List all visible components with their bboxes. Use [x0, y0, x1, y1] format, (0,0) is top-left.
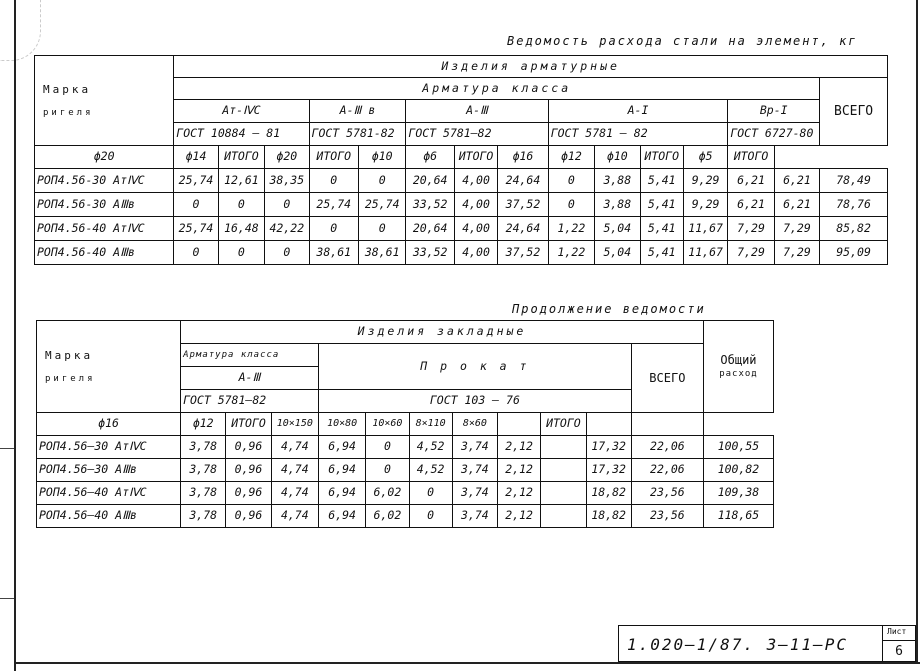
table-row [37, 505, 774, 528]
value-cell: 6,94 [318, 505, 365, 528]
gost-header: ГОСТ 6727-80 [728, 123, 820, 146]
t2-total-header: ВСЕГО [631, 344, 703, 413]
table-row [37, 482, 774, 505]
value-cell: 0 [358, 169, 405, 193]
value-cell: 4,52 [409, 459, 452, 482]
mark-cell: РОП4.56–40 АтⅣC [37, 482, 181, 505]
mark-header: Марка ригеля [37, 321, 181, 413]
value-cell [541, 505, 586, 528]
column-header: ϕ10 [358, 146, 405, 169]
value-cell: 16,48 [218, 217, 264, 241]
table-row [37, 459, 774, 482]
t2-prokat-header: П р о к а т [318, 344, 631, 390]
value-cell: 0,96 [226, 482, 271, 505]
value-cell: 85,82 [820, 217, 888, 241]
column-header: ИТОГО [309, 146, 358, 169]
steel-table-embedded [36, 320, 774, 528]
value-cell: 4,74 [271, 482, 318, 505]
column-header: ϕ5 [683, 146, 727, 169]
mark-cell: РОП4.56–40 АⅢв [37, 505, 181, 528]
value-cell [541, 436, 586, 459]
value-cell: 95,09 [820, 241, 888, 265]
column-header: 10×80 [318, 413, 365, 436]
t2-armatura-header: Арматура класса [181, 344, 319, 367]
value-cell: 0 [548, 193, 594, 217]
column-header [498, 413, 541, 436]
value-cell: 38,35 [265, 169, 309, 193]
value-cell: 37,52 [498, 241, 548, 265]
value-cell: 78,49 [820, 169, 888, 193]
value-cell: 11,67 [683, 241, 727, 265]
value-cell: 0,96 [226, 436, 271, 459]
t2-general-header: Общий расход [703, 321, 773, 413]
gost-header: ГОСТ 5781–82 [406, 123, 548, 146]
value-cell: 33,52 [406, 193, 454, 217]
column-header: ИТОГО [541, 413, 586, 436]
value-cell: 1,22 [548, 241, 594, 265]
column-header: ИТОГО [640, 146, 683, 169]
column-header: ИТОГО [218, 146, 264, 169]
t2-gost-p: ГОСТ 103 – 76 [318, 390, 631, 413]
t1-group-header: Изделия арматурные [174, 56, 888, 78]
value-cell: 3,88 [595, 169, 640, 193]
value-cell: 0,96 [226, 505, 271, 528]
value-cell: 18,82 [586, 482, 631, 505]
value-cell: 3,78 [181, 459, 226, 482]
value-cell: 4,74 [271, 436, 318, 459]
value-cell: 7,29 [774, 241, 819, 265]
mark-cell: РОП4.56-30 АⅢв [35, 193, 174, 217]
value-cell: 6,94 [318, 482, 365, 505]
table-row [35, 241, 888, 265]
value-cell: 20,64 [406, 217, 454, 241]
column-header: ϕ12 [548, 146, 594, 169]
value-cell: 4,74 [271, 505, 318, 528]
value-cell: 38,61 [309, 241, 358, 265]
value-cell: 5,41 [640, 193, 683, 217]
class-header: А-Ⅲ [406, 100, 548, 123]
value-cell: 33,52 [406, 241, 454, 265]
blank-cell [586, 413, 631, 436]
class-header: А-Ⅲ в [309, 100, 406, 123]
value-cell: 4,00 [454, 193, 497, 217]
value-cell: 0 [409, 505, 452, 528]
value-cell: 0 [548, 169, 594, 193]
gost-header: ГОСТ 10884 – 81 [174, 123, 309, 146]
value-cell: 9,29 [683, 193, 727, 217]
value-cell: 100,55 [703, 436, 773, 459]
value-cell: 25,74 [358, 193, 405, 217]
value-cell: 3,78 [181, 482, 226, 505]
column-header: ϕ16 [498, 146, 548, 169]
value-cell: 5,04 [595, 241, 640, 265]
value-cell: 17,32 [586, 459, 631, 482]
t2-class-header: А-Ⅲ [181, 367, 319, 390]
mark-header: Марка ригеля [35, 56, 174, 146]
value-cell: 0 [174, 193, 218, 217]
table-row [37, 436, 774, 459]
value-cell: 0 [218, 193, 264, 217]
gost-header: ГОСТ 5781 – 82 [548, 123, 728, 146]
value-cell: 6,21 [728, 193, 774, 217]
value-cell: 0 [265, 193, 309, 217]
t1-subgroup-header: Арматура класса [174, 78, 820, 100]
sheet-box [882, 625, 916, 662]
mark-cell: РОП4.56–30 АⅢв [37, 459, 181, 482]
t1-total-header: ВСЕГО [820, 78, 888, 146]
sheet-number: 6 [895, 644, 903, 659]
side-tick [0, 598, 14, 599]
value-cell: 0 [366, 459, 409, 482]
mark-cell: РОП4.56-40 АⅢв [35, 241, 174, 265]
value-cell: 3,74 [452, 505, 497, 528]
value-cell [541, 482, 586, 505]
column-header: 8×60 [452, 413, 497, 436]
value-cell: 2,12 [498, 482, 541, 505]
value-cell: 25,74 [309, 193, 358, 217]
value-cell: 20,64 [406, 169, 454, 193]
value-cell: 1,22 [548, 217, 594, 241]
value-cell: 38,61 [358, 241, 405, 265]
value-cell: 4,00 [454, 169, 497, 193]
value-cell: 100,82 [703, 459, 773, 482]
value-cell: 5,41 [640, 241, 683, 265]
value-cell: 25,74 [174, 169, 218, 193]
column-header: ИТОГО [226, 413, 271, 436]
column-header: ϕ12 [181, 413, 226, 436]
column-header: ϕ16 [37, 413, 181, 436]
value-cell: 0 [174, 241, 218, 265]
value-cell: 3,74 [452, 436, 497, 459]
value-cell: 0 [218, 241, 264, 265]
column-header: 10×60 [366, 413, 409, 436]
table-row [35, 193, 888, 217]
value-cell: 6,21 [774, 169, 819, 193]
value-cell: 109,38 [703, 482, 773, 505]
column-header: ИТОГО [454, 146, 497, 169]
value-cell: 5,41 [640, 169, 683, 193]
value-cell: 2,12 [498, 505, 541, 528]
value-cell: 22,06 [631, 436, 703, 459]
value-cell: 0 [366, 436, 409, 459]
frame-left [14, 0, 16, 671]
class-header: А-I [548, 100, 728, 123]
value-cell: 0 [358, 217, 405, 241]
value-cell: 0 [265, 241, 309, 265]
value-cell: 24,64 [498, 169, 548, 193]
value-cell: 24,64 [498, 217, 548, 241]
column-header: ϕ10 [595, 146, 640, 169]
blank-cell [631, 413, 703, 436]
table2-title: Продолжение ведомости [512, 302, 706, 316]
column-header: 8×110 [409, 413, 452, 436]
value-cell: 3,78 [181, 505, 226, 528]
value-cell: 7,29 [774, 217, 819, 241]
frame-right [916, 0, 918, 664]
value-cell: 17,32 [586, 436, 631, 459]
column-header: ИТОГО [728, 146, 774, 169]
title-block [618, 625, 918, 664]
value-cell: 23,56 [631, 505, 703, 528]
class-header: Ат-ⅣC [174, 100, 309, 123]
value-cell: 37,52 [498, 193, 548, 217]
class-header: Вр-I [728, 100, 820, 123]
table-row [35, 169, 888, 193]
value-cell: 0 [309, 169, 358, 193]
t2-group-header: Изделия закладные [181, 321, 704, 344]
gost-header: ГОСТ 5781-82 [309, 123, 406, 146]
column-header: ϕ14 [174, 146, 218, 169]
value-cell: 7,29 [728, 241, 774, 265]
value-cell: 4,74 [271, 459, 318, 482]
mark-cell: РОП4.56-40 АтⅣC [35, 217, 174, 241]
value-cell: 2,12 [498, 459, 541, 482]
value-cell: 2,12 [498, 436, 541, 459]
drawing-code: 1.020–1/87. 3–11–РС [618, 625, 882, 662]
value-cell: 5,41 [640, 217, 683, 241]
value-cell [541, 459, 586, 482]
value-cell: 22,06 [631, 459, 703, 482]
value-cell: 3,74 [452, 459, 497, 482]
value-cell: 4,00 [454, 241, 497, 265]
value-cell: 6,21 [728, 169, 774, 193]
value-cell: 78,76 [820, 193, 888, 217]
sheet-label: Лист [887, 627, 907, 636]
value-cell: 23,56 [631, 482, 703, 505]
value-cell: 0 [409, 482, 452, 505]
value-cell: 3,78 [181, 436, 226, 459]
value-cell: 18,82 [586, 505, 631, 528]
value-cell: 11,67 [683, 217, 727, 241]
column-header: ϕ20 [265, 146, 309, 169]
value-cell: 6,21 [774, 193, 819, 217]
value-cell: 0,96 [226, 459, 271, 482]
value-cell: 6,94 [318, 436, 365, 459]
value-cell: 12,61 [218, 169, 264, 193]
column-header: ϕ20 [35, 146, 174, 169]
value-cell: 6,02 [366, 505, 409, 528]
value-cell: 3,74 [452, 482, 497, 505]
value-cell: 9,29 [683, 169, 727, 193]
mark-cell: РОП4.56-30 АтⅣC [35, 169, 174, 193]
t2-gost-a: ГОСТ 5781–82 [181, 390, 319, 413]
column-header: 10×150 [271, 413, 318, 436]
value-cell: 3,88 [595, 193, 640, 217]
table1-title: Ведомость расхода стали на элемент, кг [507, 34, 858, 48]
value-cell: 0 [309, 217, 358, 241]
column-header: ϕ6 [406, 146, 454, 169]
side-tick [0, 448, 14, 449]
mark-cell: РОП4.56–30 АтⅣC [37, 436, 181, 459]
table-row [35, 217, 888, 241]
value-cell: 4,00 [454, 217, 497, 241]
value-cell: 42,22 [265, 217, 309, 241]
value-cell: 7,29 [728, 217, 774, 241]
value-cell: 25,74 [174, 217, 218, 241]
value-cell: 6,94 [318, 459, 365, 482]
archive-stamp [0, 0, 41, 61]
value-cell: 6,02 [366, 482, 409, 505]
steel-table-reinforcement [34, 55, 888, 265]
value-cell: 4,52 [409, 436, 452, 459]
value-cell: 118,65 [703, 505, 773, 528]
value-cell: 5,04 [595, 217, 640, 241]
